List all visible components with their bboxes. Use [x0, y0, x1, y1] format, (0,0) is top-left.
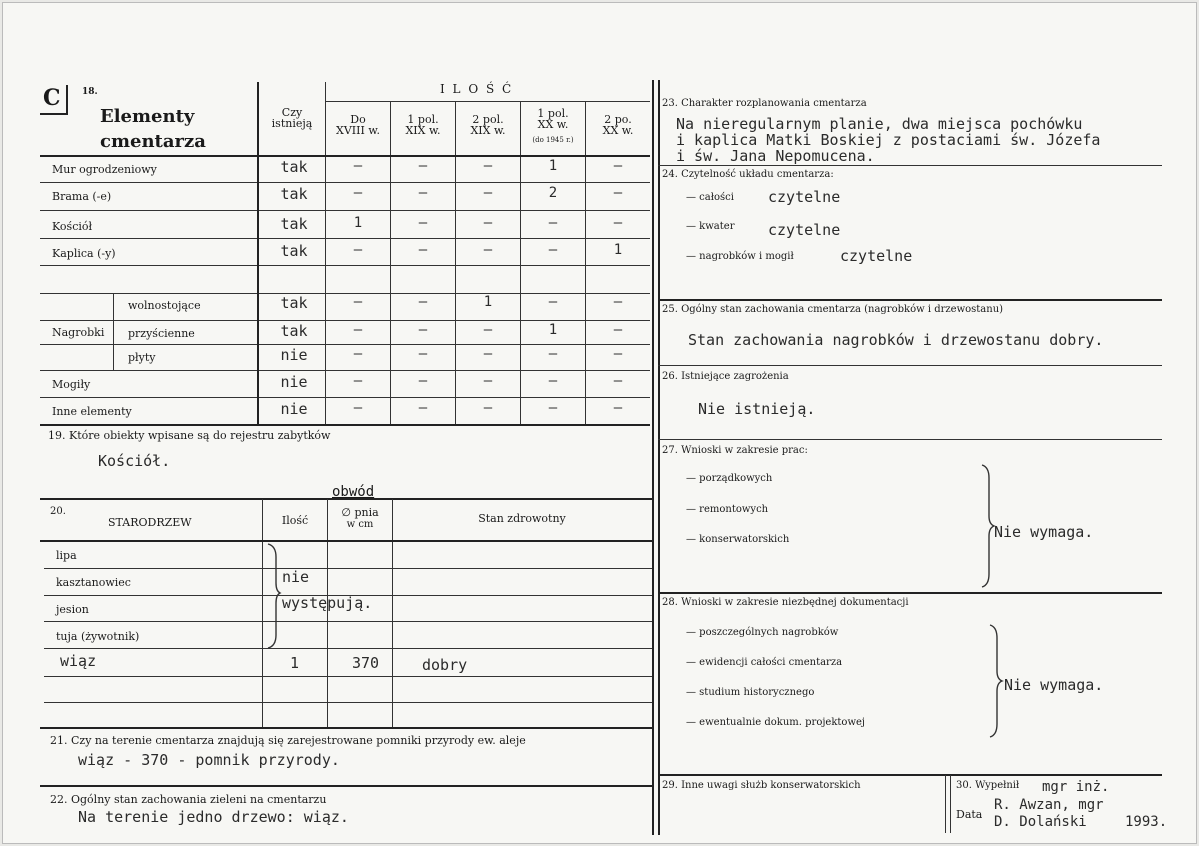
element-count-cell: –	[548, 400, 558, 416]
wiaz-obwod: 370	[352, 654, 380, 672]
element-row-label: Kościół	[52, 220, 93, 233]
table-title-line1: Elementy	[100, 106, 195, 127]
s30-filled-line3: D. Dolański	[994, 814, 1087, 830]
s25-label: 25. Ogólny stan zachowania cmentarza (nagrobków i drzewostanu)	[662, 304, 1004, 315]
element-count-cell: –	[353, 346, 363, 362]
element-count-cell: –	[418, 215, 428, 231]
period-header-5-line2: XX w.	[602, 124, 634, 137]
s19-value: Kościół.	[98, 452, 171, 470]
col-header-istnieja: istnieją	[271, 117, 313, 130]
element-count-cell: –	[353, 242, 363, 258]
period-header-3-line1: 2 pol.	[472, 113, 504, 126]
s24-value-nagrobkow: czytelne	[840, 247, 913, 265]
period-header-4-line2: XX w.	[537, 118, 569, 131]
element-count-cell: 1	[353, 215, 363, 231]
element-count-cell: –	[483, 400, 493, 416]
s27-item-porzadkowych: — porządkowych	[686, 473, 773, 484]
s26-label: 26. Istniejące zagrożenia	[662, 371, 789, 382]
element-exists-value: nie	[280, 346, 308, 364]
s22-label: 22. Ogólny stan zachowania zieleni na cmentarzu	[50, 793, 327, 806]
element-count-cell: –	[353, 373, 363, 389]
element-count-cell: –	[483, 322, 493, 338]
s24-item-calosci: — całości	[686, 192, 734, 203]
s27-value: Nie wymaga.	[994, 523, 1094, 541]
element-count-cell: 1	[548, 322, 558, 338]
s24-item-kwater: — kwater	[686, 221, 735, 232]
element-count-cell: –	[418, 322, 428, 338]
element-count-cell: –	[548, 215, 558, 231]
period-header-4-line3: (do 1945 r.)	[532, 136, 574, 144]
period-header-3-line2: XIX w.	[470, 124, 506, 137]
element-count-cell: –	[418, 294, 428, 310]
s24-label: 24. Czytelność układu cmentarza:	[662, 169, 834, 180]
element-count-cell: –	[548, 242, 558, 258]
element-row-label: płyty	[128, 351, 156, 364]
tree-species-label: tuja (żywotnik)	[56, 630, 140, 643]
period-header-2-line2: XIX w.	[405, 124, 441, 137]
s28-brace	[988, 624, 1002, 738]
element-count-cell: –	[418, 242, 428, 258]
element-count-cell: –	[418, 185, 428, 201]
wiaz-stan: dobry	[422, 656, 468, 674]
element-count-cell: –	[613, 185, 623, 201]
s28-label: 28. Wnioski w zakresie niezbędnej dokumentacji	[662, 597, 909, 608]
element-row-label: przyścienne	[128, 327, 195, 340]
element-exists-value: nie	[280, 400, 308, 418]
section-number: 18.	[82, 87, 98, 97]
element-count-cell: 1	[548, 158, 558, 174]
period-header-1-line1: Do	[350, 113, 366, 126]
obwod-handwritten: obwód	[332, 484, 375, 500]
element-row-label: Kaplica (-y)	[52, 247, 116, 260]
col-header-czy: Czy	[281, 106, 303, 119]
element-exists-value: tak	[280, 242, 308, 260]
period-header-1-line2: XVIII w.	[336, 124, 380, 137]
tree-species-label: kasztanowiec	[56, 576, 131, 589]
element-count-cell: –	[353, 294, 363, 310]
element-count-cell: –	[418, 158, 428, 174]
s24-item-nagrobkow: — nagrobków i mogił	[686, 251, 794, 262]
element-count-cell: –	[548, 294, 558, 310]
s27-item-remontowych: — remontowych	[686, 504, 769, 515]
nagrobki-group-label: Nagrobki	[52, 326, 105, 339]
section-letter: C	[43, 85, 61, 111]
element-count-cell: –	[613, 373, 623, 389]
element-count-cell: –	[483, 185, 493, 201]
s20-col-pnia-unit: w cm	[346, 519, 374, 530]
ilosc-header: I L O Ś Ć	[440, 82, 514, 96]
element-count-cell: –	[613, 294, 623, 310]
s28-item-ewidencji: — ewidencji całości cmentarza	[686, 657, 843, 668]
element-count-cell: –	[548, 373, 558, 389]
wiaz-ilosc: 1	[290, 654, 300, 672]
s21-label: 21. Czy na terenie cmentarza znajdują się zarejestrowane pomniki przyrody ew. aleje	[50, 734, 526, 747]
s20-number: 20.	[50, 506, 66, 517]
element-count-cell: 1	[483, 294, 493, 310]
s22-value: Na terenie jedno drzewo: wiąz.	[78, 808, 349, 826]
starodrzew-brace-text2: występują.	[282, 594, 373, 612]
period-header-4-line1: 1 pol.	[537, 107, 569, 120]
element-count-cell: –	[353, 158, 363, 174]
s23-label: 23. Charakter rozplanowania cmentarza	[662, 98, 867, 109]
element-row-label: Brama (-e)	[52, 190, 112, 203]
element-count-cell: –	[353, 185, 363, 201]
element-count-cell: –	[613, 158, 623, 174]
s30-filled-line2: R. Awzan, mgr	[994, 797, 1104, 813]
s28-value: Nie wymaga.	[1004, 676, 1104, 694]
period-header-2-line1: 1 pol.	[407, 113, 439, 126]
s23-line1: Na nieregularnym planie, dwa miejsca pochówku	[676, 115, 1083, 133]
element-count-cell: –	[613, 346, 623, 362]
tree-species-label: wiąz	[60, 652, 97, 670]
element-count-cell: –	[418, 400, 428, 416]
tree-species-label: jesion	[56, 603, 89, 616]
element-count-cell: –	[483, 346, 493, 362]
element-exists-value: tak	[280, 158, 308, 176]
s21-value: wiąz - 370 - pomnik przyrody.	[78, 751, 340, 769]
s30-data-label: Data	[956, 808, 983, 821]
element-exists-value: tak	[280, 185, 308, 203]
element-count-cell: 1	[613, 242, 623, 258]
s27-item-konserwatorskich: — konserwatorskich	[686, 534, 790, 545]
s20-col-pnia: ∅ pnia	[341, 506, 379, 519]
starodrzew-brace-text1: nie	[282, 568, 310, 586]
s25-value: Stan zachowania nagrobków i drzewostanu dobry.	[688, 331, 1104, 349]
element-count-cell: –	[353, 400, 363, 416]
element-count-cell: –	[613, 322, 623, 338]
section-letter-box	[40, 85, 68, 115]
s20-col-ilosc: Ilość	[281, 514, 309, 527]
s26-value: Nie istnieją.	[698, 400, 816, 418]
element-exists-value: tak	[280, 215, 308, 233]
element-count-cell: –	[418, 346, 428, 362]
element-count-cell: –	[418, 373, 428, 389]
s30-year: 1993.	[1125, 814, 1168, 830]
element-count-cell: –	[483, 158, 493, 174]
element-exists-value: tak	[280, 322, 308, 340]
s28-item-studium: — studium historycznego	[686, 687, 815, 698]
s27-label: 27. Wnioski w zakresie prac:	[662, 445, 808, 456]
element-exists-value: tak	[280, 294, 308, 312]
s23-line3: i św. Jana Nepomucena.	[676, 147, 875, 165]
element-count-cell: –	[613, 400, 623, 416]
element-exists-value: nie	[280, 373, 308, 391]
element-count-cell: –	[483, 373, 493, 389]
s29-label: 29. Inne uwagi służb konserwatorskich	[662, 780, 861, 791]
table-title-line2: cmentarza	[100, 131, 206, 152]
s30-filled-line1: mgr inż.	[1042, 779, 1110, 795]
element-count-cell: –	[483, 215, 493, 231]
s28-item-nagrobkow: — poszczególnych nagrobków	[686, 627, 839, 638]
s24-value-calosci: czytelne	[768, 188, 841, 206]
s20-title: STARODRZEW	[108, 516, 192, 529]
s20-col-stan: Stan zdrowotny	[478, 512, 566, 525]
s19-label: 19. Które obiekty wpisane są do rejestru zabytków	[48, 429, 331, 442]
s24-value-kwater: czytelne	[768, 221, 841, 239]
element-count-cell: –	[613, 215, 623, 231]
s27-brace	[980, 464, 994, 588]
element-count-cell: –	[548, 346, 558, 362]
s23-line2: i kaplica Matki Boskiej z postaciami św. Józefa	[676, 131, 1101, 149]
element-row-label: Inne elementy	[52, 405, 132, 418]
element-count-cell: –	[353, 322, 363, 338]
tree-species-label: lipa	[56, 549, 77, 562]
s30-label: 30. Wypełnił	[956, 780, 1020, 791]
s28-item-projektowej: — ewentualnie dokum. projektowej	[686, 717, 866, 728]
element-count-cell: 2	[548, 185, 558, 201]
period-header-5-line1: 2 po.	[604, 113, 632, 126]
element-count-cell: –	[483, 242, 493, 258]
element-row-label: Mogiły	[52, 378, 91, 391]
element-row-label: wolnostojące	[128, 299, 201, 312]
starodrzew-brace	[266, 543, 280, 649]
element-row-label: Mur ogrodzeniowy	[52, 163, 157, 176]
